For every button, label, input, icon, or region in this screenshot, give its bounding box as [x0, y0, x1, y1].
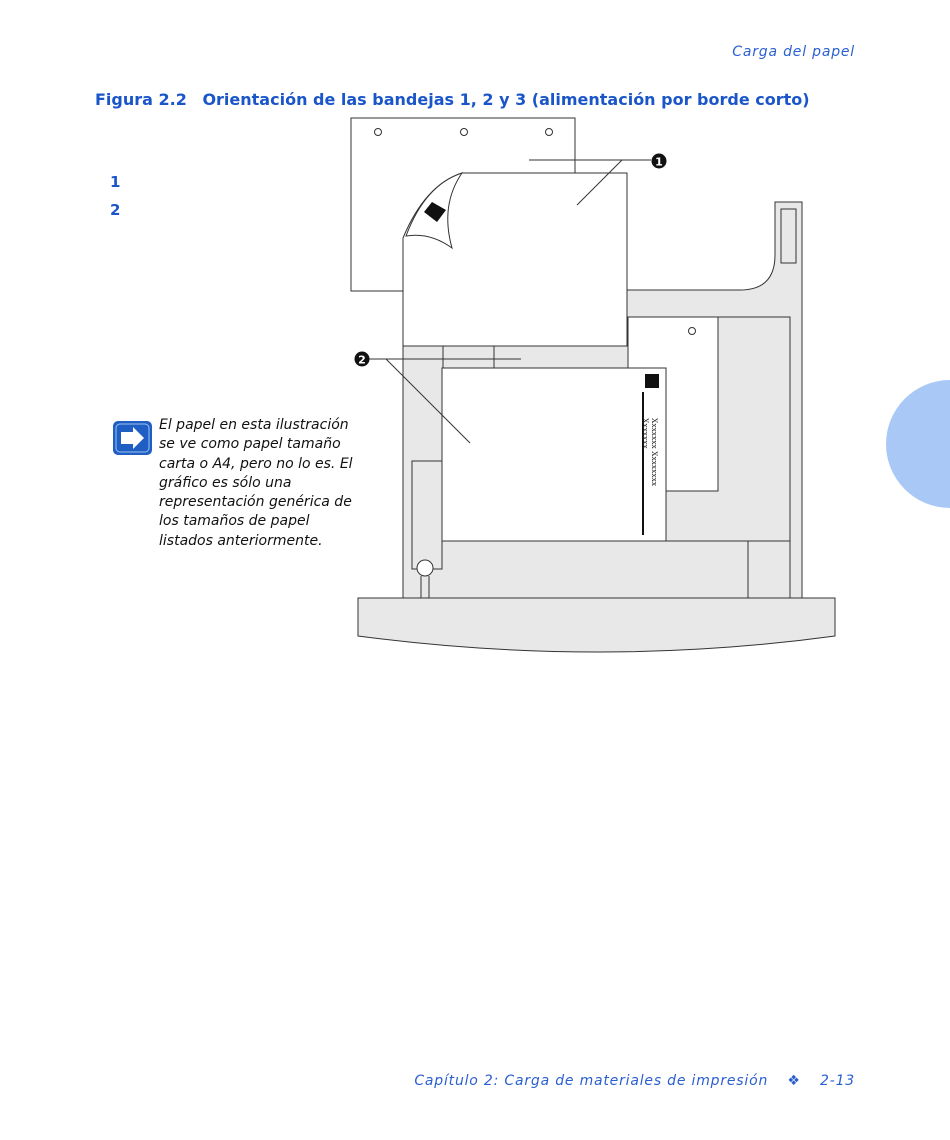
arrow-right-note-icon: [112, 420, 153, 456]
footer-chapter: Capítulo 2: Carga de materiales de impresión: [414, 1073, 769, 1089]
footer-separator: ❖: [787, 1073, 801, 1089]
callout-1-number: 1: [655, 155, 663, 169]
figure-number: Figura 2.2: [95, 90, 187, 109]
paper-label: Xxxxxxx Xxxxxxxx: [650, 418, 659, 487]
paper-mark: [645, 374, 659, 388]
paper-label: Xxxxxxx: [641, 418, 650, 449]
tray-slot: [781, 209, 796, 263]
footer-page-number: 2-13: [820, 1073, 855, 1089]
callout-1-badge: [652, 154, 667, 169]
legend-item-1: 1: [110, 173, 121, 191]
legend-item-2: 2: [110, 201, 121, 219]
tray-front-panel: [358, 598, 835, 652]
callout-2-badge: [355, 352, 370, 367]
note-text: El papel en esta ilustración se ve como papel tamaño carta o A4, pero no lo es. El gráfico es sólo una representación genérica de los tamaños de papel listados anteriormente.: [159, 417, 353, 549]
page-footer: [414, 1073, 855, 1089]
tray-knob: [417, 560, 433, 576]
lower-paper-sheet: [442, 368, 666, 541]
running-head: Carga del papel: [732, 44, 855, 60]
callout-2-number: 2: [358, 353, 366, 367]
figure-title: Orientación de las bandejas 1, 2 y 3 (alimentación por borde corto): [202, 90, 810, 109]
tray-side-guide: [412, 461, 442, 569]
